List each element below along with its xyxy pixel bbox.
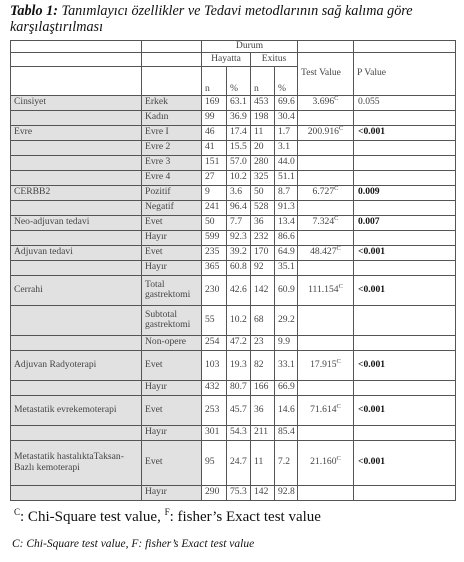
p-value: [354, 380, 456, 395]
test-value-number: 7.324: [312, 216, 335, 228]
test-type-mark: C: [336, 402, 341, 410]
header-blank: [11, 41, 142, 53]
test-value: [298, 95, 354, 110]
p-value: <0.001: [354, 350, 456, 380]
test-value: [298, 245, 354, 260]
hayatta-n: 301: [202, 425, 227, 440]
header-blank: [11, 66, 142, 95]
test-value-number: 21.160: [310, 456, 337, 468]
footnote-c-text: : Chi-Square test value,: [20, 509, 165, 525]
group-label: [11, 335, 142, 350]
subgroup-label: Kadın: [142, 110, 202, 125]
exitus-n: 166: [251, 380, 275, 395]
header-test-value: Test Value: [298, 52, 354, 95]
hayatta-pct: 15.5: [227, 140, 251, 155]
p-value: [354, 110, 456, 125]
hayatta-n: 99: [202, 110, 227, 125]
table-row: [11, 140, 456, 155]
exitus-n: 232: [251, 230, 275, 245]
group-label: [11, 305, 142, 335]
exitus-pct: 91.3: [275, 200, 298, 215]
exitus-n: 198: [251, 110, 275, 125]
caption-text: Tanımlayıcı özellikler ve Tedavi metodlarının sağ kalıma göre karşılaştırılması: [10, 3, 413, 35]
hayatta-n: 432: [202, 380, 227, 395]
exitus-n: 11: [251, 125, 275, 140]
subgroup-label: Evet: [142, 215, 202, 230]
hayatta-pct: 39.2: [227, 245, 251, 260]
table-row: [11, 350, 456, 380]
exitus-n: 36: [251, 215, 275, 230]
group-label: Evre: [11, 125, 142, 140]
exitus-n: 20: [251, 140, 275, 155]
exitus-pct: 8.7: [275, 185, 298, 200]
table-row: [11, 425, 456, 440]
test-value-number: 3.696: [312, 96, 335, 108]
exitus-pct: 29.2: [275, 305, 298, 335]
hayatta-n: 241: [202, 200, 227, 215]
hayatta-n: 9: [202, 185, 227, 200]
exitus-n: 23: [251, 335, 275, 350]
table-row: [11, 380, 456, 395]
table-row: [11, 125, 456, 140]
hayatta-pct: 36.9: [227, 110, 251, 125]
test-type-mark: C: [334, 95, 339, 103]
hayatta-pct: 96.4: [227, 200, 251, 215]
hayatta-n: 253: [202, 395, 227, 425]
group-label: [11, 425, 142, 440]
subgroup-label: Subtotal gastrektomi: [142, 305, 202, 335]
subgroup-label: Evre 4: [142, 170, 202, 185]
group-label: [11, 485, 142, 500]
hayatta-n: 46: [202, 125, 227, 140]
exitus-pct: 66.9: [275, 380, 298, 395]
test-type-mark: C: [336, 245, 341, 253]
header-n: n: [202, 66, 227, 95]
header-hayatta: Hayatta: [202, 52, 251, 66]
test-value: [298, 335, 354, 350]
p-value: <0.001: [354, 275, 456, 305]
exitus-pct: 35.1: [275, 260, 298, 275]
table-row: [11, 215, 456, 230]
p-value: <0.001: [354, 395, 456, 425]
exitus-n: 50: [251, 185, 275, 200]
hayatta-n: 55: [202, 305, 227, 335]
subgroup-label: Pozitif: [142, 185, 202, 200]
group-label: CERBB2: [11, 185, 142, 200]
test-type-mark: C: [334, 215, 339, 223]
hayatta-n: 599: [202, 230, 227, 245]
hayatta-pct: 60.8: [227, 260, 251, 275]
table-row: [11, 275, 456, 305]
hayatta-n: 169: [202, 95, 227, 110]
hayatta-n: 235: [202, 245, 227, 260]
table-row: [11, 335, 456, 350]
group-label: Neo-adjuvan tedavi: [11, 215, 142, 230]
p-value: [354, 200, 456, 215]
hayatta-n: 230: [202, 275, 227, 305]
p-value: 0.009: [354, 185, 456, 200]
hayatta-n: 95: [202, 440, 227, 485]
table-caption: [10, 3, 460, 35]
test-value: [298, 275, 354, 305]
hayatta-pct: 19.3: [227, 350, 251, 380]
header-blank: [142, 52, 202, 66]
hayatta-n: 151: [202, 155, 227, 170]
hayatta-pct: 3.6: [227, 185, 251, 200]
subgroup-label: Evre 3: [142, 155, 202, 170]
subgroup-label: Negatif: [142, 200, 202, 215]
exitus-n: 11: [251, 440, 275, 485]
header-blank: [142, 66, 202, 95]
test-value: [298, 230, 354, 245]
exitus-n: 453: [251, 95, 275, 110]
group-label: [11, 170, 142, 185]
group-label: Cerrahi: [11, 275, 142, 305]
exitus-pct: 3.1: [275, 140, 298, 155]
table-row: [11, 185, 456, 200]
exitus-pct: 13.4: [275, 215, 298, 230]
group-label: [11, 155, 142, 170]
hayatta-pct: 10.2: [227, 170, 251, 185]
hayatta-pct: 47.2: [227, 335, 251, 350]
p-value: <0.001: [354, 245, 456, 260]
hayatta-pct: 63.1: [227, 95, 251, 110]
hayatta-pct: 10.2: [227, 305, 251, 335]
exitus-n: 142: [251, 275, 275, 305]
test-value: [298, 440, 354, 485]
caption-label: Tablo 1:: [10, 3, 58, 19]
subgroup-label: Evre 2: [142, 140, 202, 155]
exitus-n: 528: [251, 200, 275, 215]
group-label: [11, 380, 142, 395]
subgroup-label: Hayır: [142, 230, 202, 245]
exitus-pct: 14.6: [275, 395, 298, 425]
p-value: [354, 485, 456, 500]
exitus-pct: 69.6: [275, 95, 298, 110]
test-value-number: 17.915: [310, 358, 337, 370]
header-pct: %: [227, 66, 251, 95]
test-value: [298, 110, 354, 125]
group-label: Adjuvan tedavi: [11, 245, 142, 260]
subgroup-label: Evet: [142, 350, 202, 380]
p-value: [354, 230, 456, 245]
p-value: [354, 170, 456, 185]
test-type-mark: C: [336, 455, 341, 463]
table-row: [11, 200, 456, 215]
subgroup-label: Evet: [142, 440, 202, 485]
hayatta-pct: 17.4: [227, 125, 251, 140]
p-value: <0.001: [354, 440, 456, 485]
p-value: 0.007: [354, 215, 456, 230]
subgroup-label: Erkek: [142, 95, 202, 110]
hayatta-n: 50: [202, 215, 227, 230]
group-label: Metastatik hastalıktaTaksan-Bazlı kemoterapi: [11, 440, 142, 485]
hayatta-n: 103: [202, 350, 227, 380]
exitus-pct: 51.1: [275, 170, 298, 185]
footnote-c-sup: C: [14, 507, 21, 517]
test-value: [298, 350, 354, 380]
test-value: [298, 170, 354, 185]
header-blank: [354, 41, 456, 53]
table-row: [11, 95, 456, 110]
subgroup-label: Evre I: [142, 125, 202, 140]
subgroup-label: Hayır: [142, 380, 202, 395]
table-row: [11, 155, 456, 170]
footnote-f-text: : fisher’s Exact test value: [169, 509, 321, 525]
footnote-italic: C: Chi-Square test value, F: fisher’s Exact test value: [12, 538, 255, 550]
table-row: [11, 485, 456, 500]
hayatta-pct: 7.7: [227, 215, 251, 230]
test-value: [298, 305, 354, 335]
p-value: [354, 260, 456, 275]
test-type-mark: C: [336, 357, 341, 365]
group-label: Metastatik evrekemoterapi: [11, 395, 142, 425]
table-row: [11, 305, 456, 335]
hayatta-n: 365: [202, 260, 227, 275]
exitus-n: 36: [251, 395, 275, 425]
test-value: [298, 140, 354, 155]
hayatta-n: 27: [202, 170, 227, 185]
subgroup-label: Evet: [142, 245, 202, 260]
group-label: Adjuvan Radyoterapi: [11, 350, 142, 380]
test-value: [298, 260, 354, 275]
exitus-pct: 44.0: [275, 155, 298, 170]
p-value: <0.001: [354, 125, 456, 140]
exitus-n: 82: [251, 350, 275, 380]
subgroup-label: Hayır: [142, 425, 202, 440]
p-value: 0.055: [354, 95, 456, 110]
test-value: [298, 485, 354, 500]
exitus-n: 170: [251, 245, 275, 260]
table-row: [11, 395, 456, 425]
table-row: [11, 230, 456, 245]
subgroup-label: Hayır: [142, 485, 202, 500]
exitus-pct: 1.7: [275, 125, 298, 140]
test-value-number: 71.614: [310, 403, 337, 415]
header-durum: Durum: [202, 41, 298, 53]
hayatta-pct: 57.0: [227, 155, 251, 170]
exitus-pct: 85.4: [275, 425, 298, 440]
header-p-value: P Value: [354, 52, 456, 95]
exitus-n: 142: [251, 485, 275, 500]
group-label: [11, 110, 142, 125]
header-blank: [298, 41, 354, 53]
exitus-pct: 60.9: [275, 275, 298, 305]
header-n: n: [251, 66, 275, 95]
test-value: [298, 125, 354, 140]
p-value: [354, 140, 456, 155]
subgroup-label: Total gastrektomi: [142, 275, 202, 305]
test-value: [298, 200, 354, 215]
test-value: [298, 155, 354, 170]
group-label: [11, 140, 142, 155]
p-value: [354, 155, 456, 170]
exitus-n: 92: [251, 260, 275, 275]
p-value: [354, 425, 456, 440]
table-row: [11, 110, 456, 125]
header-blank: [11, 52, 142, 66]
test-value: [298, 185, 354, 200]
exitus-pct: 86.6: [275, 230, 298, 245]
subgroup-label: Hayır: [142, 260, 202, 275]
test-type-mark: C: [334, 185, 339, 193]
exitus-pct: 64.9: [275, 245, 298, 260]
hayatta-pct: 45.7: [227, 395, 251, 425]
hayatta-n: 254: [202, 335, 227, 350]
test-type-mark: C: [338, 282, 343, 290]
test-value-number: 6.727: [312, 186, 335, 198]
hayatta-pct: 24.7: [227, 440, 251, 485]
test-value-number: 200.916: [307, 126, 339, 138]
p-value: [354, 305, 456, 335]
hayatta-pct: 92.3: [227, 230, 251, 245]
exitus-pct: 7.2: [275, 440, 298, 485]
table-row: [11, 440, 456, 485]
header-exitus: Exitus: [251, 52, 298, 66]
table-row: [11, 260, 456, 275]
footnote: [14, 509, 321, 526]
exitus-n: 325: [251, 170, 275, 185]
hayatta-pct: 75.3: [227, 485, 251, 500]
exitus-n: 211: [251, 425, 275, 440]
group-label: [11, 260, 142, 275]
group-label: [11, 200, 142, 215]
hayatta-n: 41: [202, 140, 227, 155]
header-blank: [142, 41, 202, 53]
exitus-n: 280: [251, 155, 275, 170]
test-value: [298, 380, 354, 395]
table-row: [11, 170, 456, 185]
p-value: [354, 335, 456, 350]
group-label: Cinsiyet: [11, 95, 142, 110]
test-value-number: 111.154: [308, 283, 339, 295]
test-value-number: 48.427: [310, 246, 337, 258]
exitus-pct: 30.4: [275, 110, 298, 125]
hayatta-pct: 80.7: [227, 380, 251, 395]
test-value: [298, 395, 354, 425]
test-value: [298, 215, 354, 230]
exitus-pct: 33.1: [275, 350, 298, 380]
test-value: [298, 425, 354, 440]
exitus-n: 68: [251, 305, 275, 335]
data-table: [10, 40, 456, 501]
hayatta-pct: 42.6: [227, 275, 251, 305]
group-label: [11, 230, 142, 245]
table-row: [11, 245, 456, 260]
subgroup-label: Evet: [142, 395, 202, 425]
test-type-mark: C: [338, 125, 344, 133]
subgroup-label: Non-opere: [142, 335, 202, 350]
exitus-pct: 9.9: [275, 335, 298, 350]
hayatta-n: 290: [202, 485, 227, 500]
footnote-f-sup: F: [164, 507, 170, 517]
hayatta-pct: 54.3: [227, 425, 251, 440]
header-pct: %: [275, 66, 298, 95]
exitus-pct: 92.8: [275, 485, 298, 500]
